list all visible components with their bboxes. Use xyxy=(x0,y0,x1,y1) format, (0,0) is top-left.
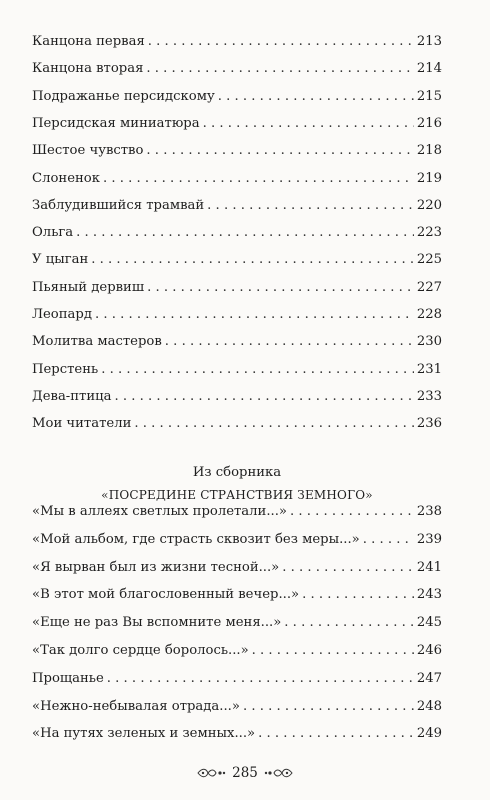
section-heading-title: «ПОСРЕДИНЕ СТРАНСТВИЯ ЗЕМНОГО» xyxy=(101,488,373,502)
toc-entry xyxy=(32,332,442,352)
toc-entry xyxy=(32,414,442,434)
toc-leader-dots xyxy=(302,585,414,605)
toc-leader-dots xyxy=(146,141,413,161)
toc-entry-page: 219 xyxy=(416,170,442,186)
toc-entry-title: Персидская миниатюра xyxy=(32,115,200,131)
toc-entry-page: 228 xyxy=(416,307,442,322)
toc-entry-title: Леопард xyxy=(32,307,92,322)
toc-entry-title: Дева-птица xyxy=(32,388,112,404)
toc-entry xyxy=(32,32,442,52)
page-footer xyxy=(0,762,490,784)
toc-entry xyxy=(32,387,442,407)
toc-entry xyxy=(32,59,442,79)
toc-leader-dots xyxy=(76,223,414,243)
toc-leader-dots xyxy=(134,414,413,434)
ornament-icon xyxy=(196,767,226,779)
toc-entry xyxy=(32,114,442,134)
toc-entry-title: «В этот мой благословенный вечер...» xyxy=(32,587,300,603)
toc-entry-title: Подражанье персидскому xyxy=(32,88,215,104)
toc-entry-page: 233 xyxy=(416,388,442,404)
toc-entry xyxy=(32,169,442,189)
toc-leader-dots xyxy=(103,169,414,189)
toc-leader-dots xyxy=(147,278,414,298)
toc-entry-title: «Мой альбом, где страсть сквозит без меры...» xyxy=(32,531,360,547)
toc-entry-page: 214 xyxy=(416,61,442,77)
page-number: 285 xyxy=(232,765,258,781)
toc-entry-page: 241 xyxy=(416,559,442,575)
toc-leader-dots xyxy=(243,697,414,717)
toc-entry-title: Прощанье xyxy=(32,670,104,686)
toc-entry-page: 239 xyxy=(416,531,442,547)
toc-entry-title: Шестое чувство xyxy=(32,143,144,159)
toc-leader-dots xyxy=(258,724,414,744)
ornament-icon xyxy=(264,767,294,779)
toc-leader-dots xyxy=(282,558,414,578)
toc-entry xyxy=(32,305,442,325)
toc-entry xyxy=(32,697,442,717)
toc-leader-dots xyxy=(115,387,414,407)
toc-entry-page: 223 xyxy=(416,225,442,241)
toc-leader-dots xyxy=(218,87,414,107)
toc-entry-page: 247 xyxy=(416,670,442,686)
toc-entry-page: 227 xyxy=(416,279,442,295)
toc-entry-title: Ольга xyxy=(32,225,74,241)
toc-leader-dots xyxy=(165,332,414,352)
toc-leader-dots xyxy=(101,360,414,380)
toc-entry-page: 215 xyxy=(416,88,442,104)
section-heading-line1: Из сборника xyxy=(192,465,282,480)
toc-entry-title: У цыган xyxy=(32,252,89,268)
toc-leader-dots xyxy=(207,196,414,216)
toc-entry-title: Канцона первая xyxy=(32,34,145,49)
toc-entry xyxy=(32,641,442,661)
toc-leader-dots xyxy=(203,114,414,134)
toc-leader-dots xyxy=(95,305,414,325)
toc-entry-page: 220 xyxy=(416,197,442,213)
toc-entry-page: 238 xyxy=(416,504,442,519)
toc-entry xyxy=(32,278,442,298)
toc-entry xyxy=(32,585,442,605)
toc-entry xyxy=(32,360,442,380)
toc-entry xyxy=(32,530,442,550)
toc-entry-title: «Еще не раз Вы вспомните меня...» xyxy=(32,615,282,631)
toc-entry xyxy=(32,250,442,270)
toc-entry-page: 236 xyxy=(416,416,442,432)
toc-entry-page: 249 xyxy=(416,726,442,742)
toc-leader-dots xyxy=(252,641,414,661)
toc-entry-title: Перстень xyxy=(32,361,99,377)
toc-entry-page: 213 xyxy=(416,34,442,49)
toc-entry-title: Заблудившийся трамвай xyxy=(32,197,205,213)
toc-entry-page: 216 xyxy=(416,115,442,131)
toc-entry-title: «Так долго сердце боролось...» xyxy=(32,643,249,658)
toc-entry-page: 243 xyxy=(416,587,442,603)
toc-entry-title: «Я вырван был из жизни тесной...» xyxy=(32,559,280,575)
toc-leader-dots xyxy=(284,613,414,633)
toc-entry-title: «Нежно-небывалая отрада...» xyxy=(32,698,240,714)
toc-entry xyxy=(32,87,442,107)
toc-entry xyxy=(32,724,442,744)
toc-entry-title: Молитва мастеров xyxy=(32,334,162,350)
toc-leader-dots xyxy=(146,59,413,79)
toc-entry-title: Слоненок xyxy=(32,170,100,186)
toc-leader-dots xyxy=(290,502,414,522)
toc-entry xyxy=(32,613,442,633)
toc-entry-page: 225 xyxy=(416,252,442,268)
toc-leader-dots xyxy=(363,530,414,550)
section-heading xyxy=(32,462,442,506)
toc-entry-page: 218 xyxy=(416,143,442,159)
toc-entry xyxy=(32,669,442,689)
toc-entry-page: 246 xyxy=(416,643,442,658)
toc-entry-title: «На путях зеленых и земных...» xyxy=(32,726,256,742)
toc-entry-title: Пьяный дервиш xyxy=(32,279,145,295)
toc-entry-title: Канцона вторая xyxy=(32,61,144,77)
toc-entry xyxy=(32,196,442,216)
toc-entry-page: 245 xyxy=(416,615,442,631)
toc-entry-title: «Мы в аллеях светлых пролетали...» xyxy=(32,504,287,519)
toc-leader-dots xyxy=(148,32,414,52)
toc-entry-page: 230 xyxy=(416,334,442,350)
toc-entry-title: Мои читатели xyxy=(32,416,132,432)
toc-entry xyxy=(32,558,442,578)
toc-leader-dots xyxy=(107,669,414,689)
toc-entry-page: 248 xyxy=(416,698,442,714)
toc-entry-page: 231 xyxy=(416,361,442,377)
toc-leader-dots xyxy=(91,250,414,270)
toc-entry xyxy=(32,223,442,243)
toc-entry xyxy=(32,502,442,522)
toc-entry xyxy=(32,141,442,161)
